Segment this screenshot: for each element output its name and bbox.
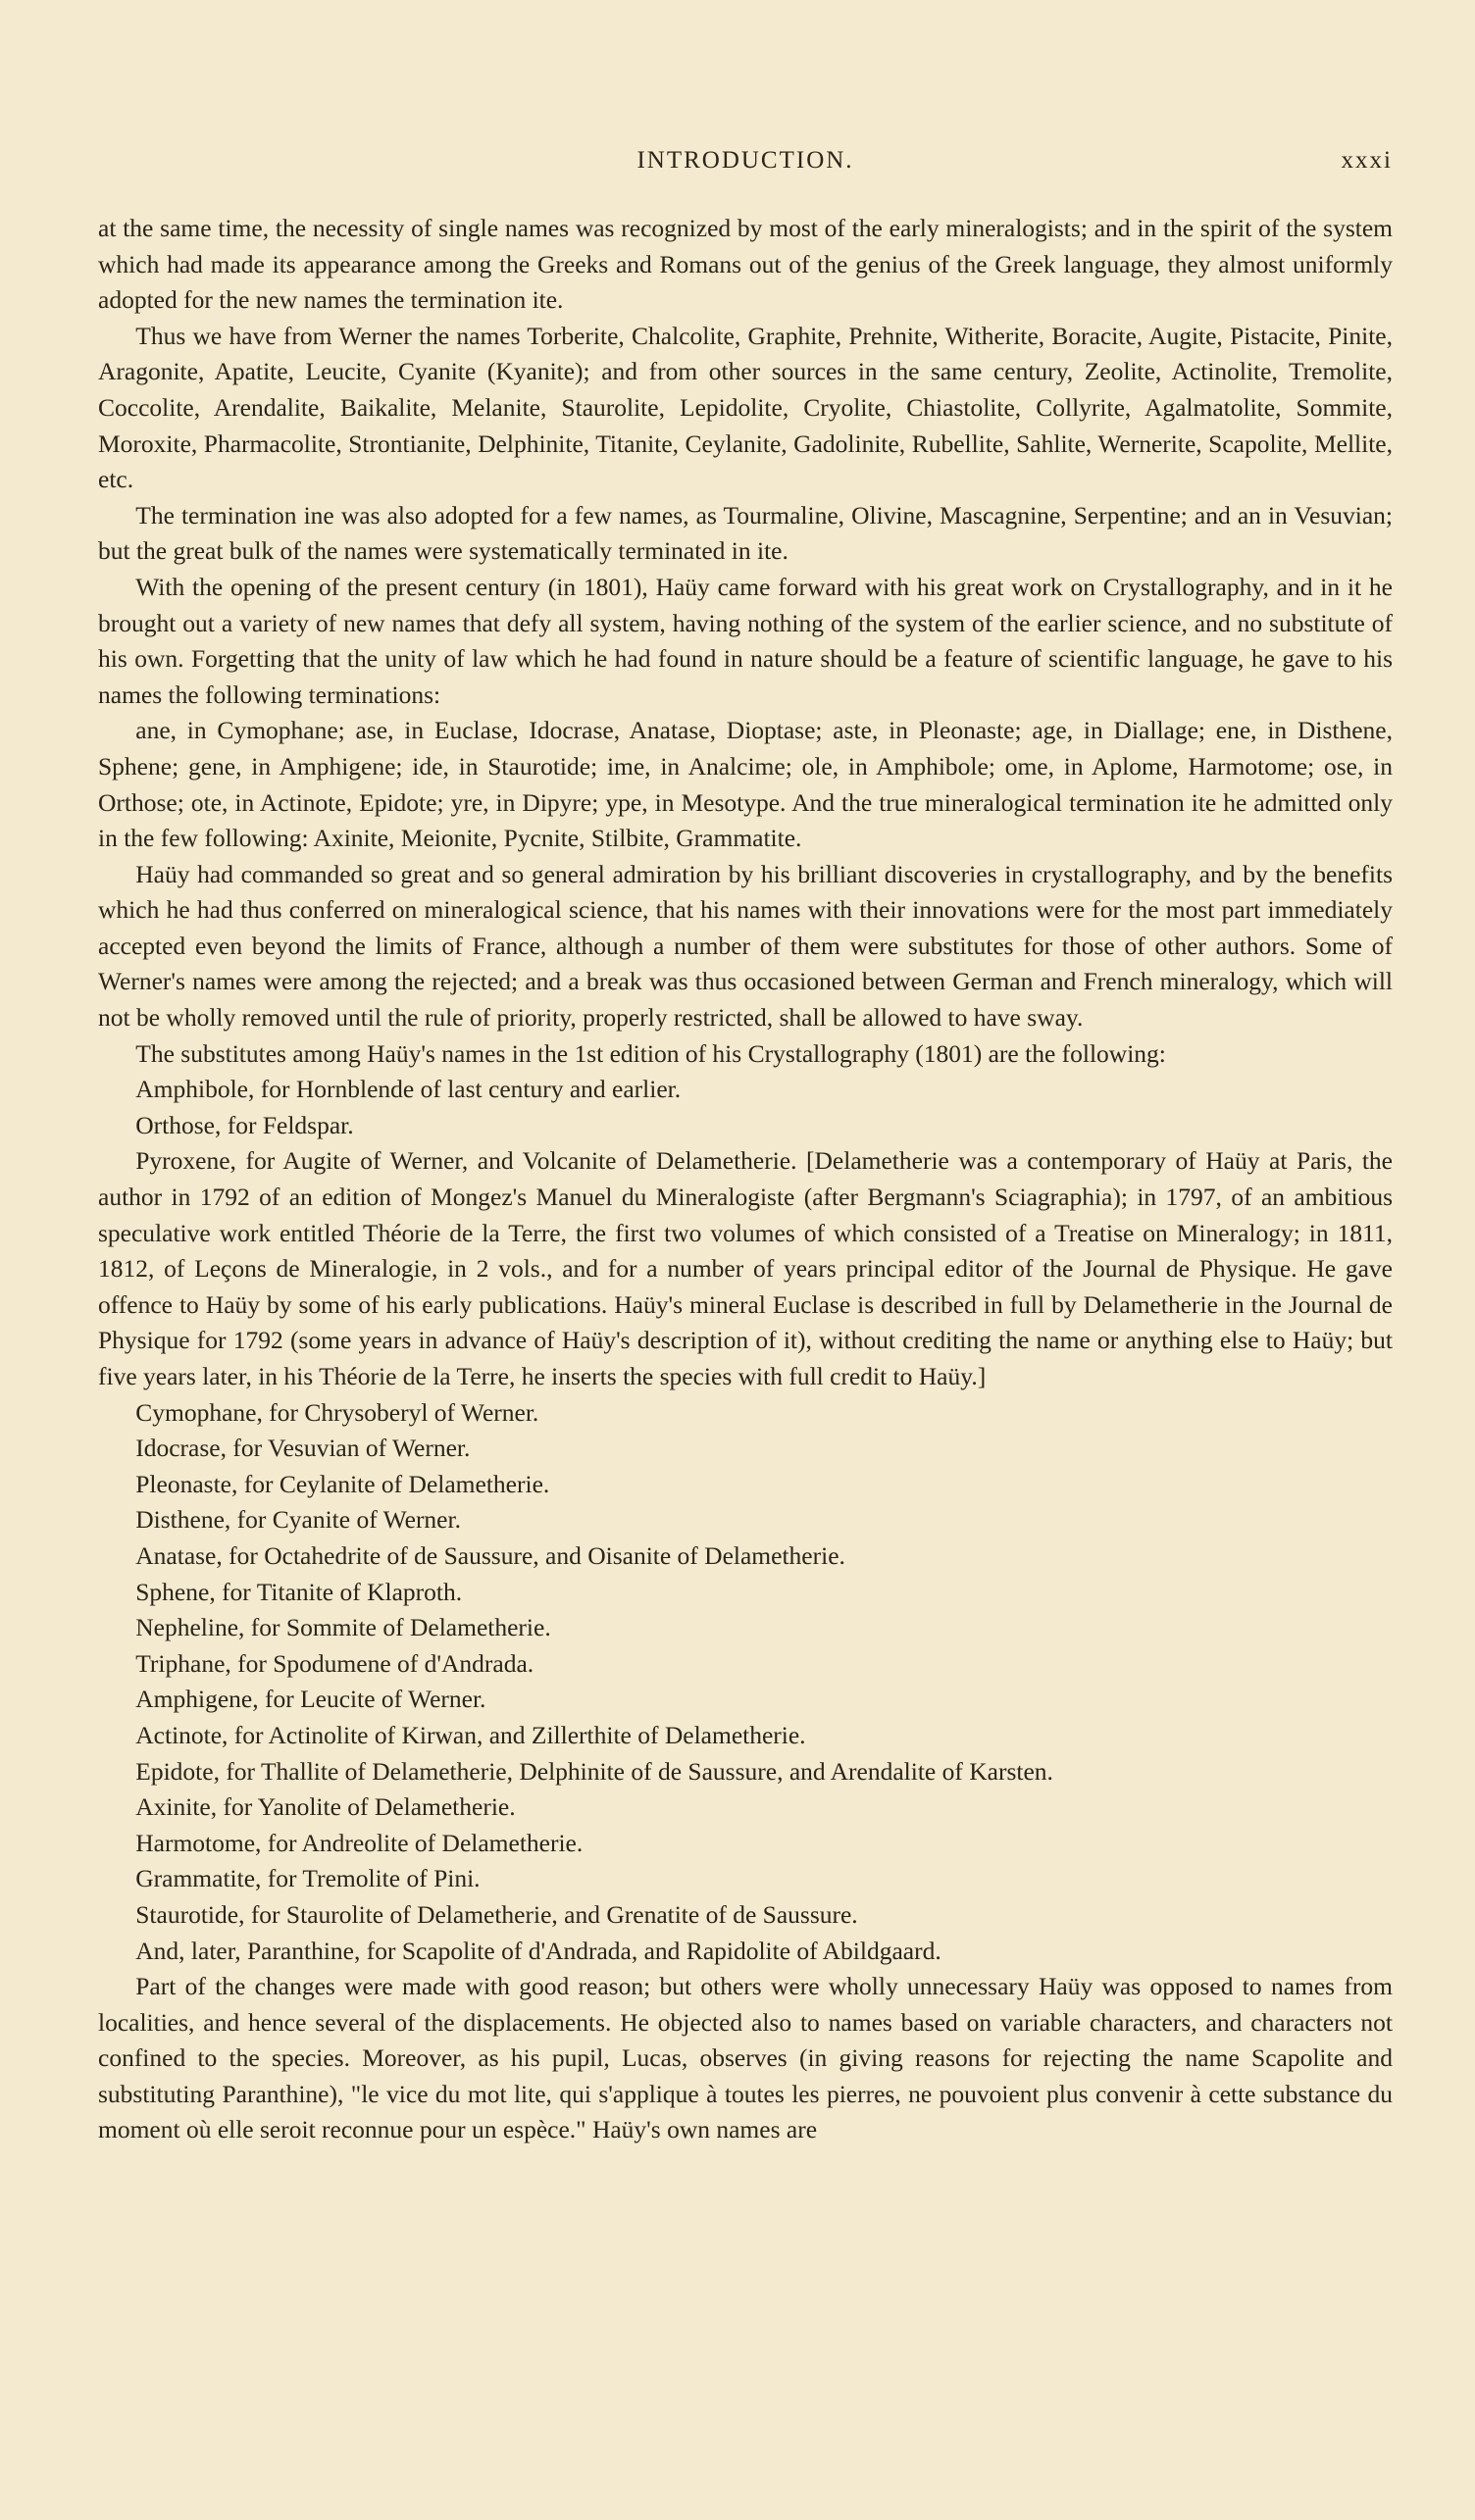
list-item: Cymophane, for Chrysoberyl of Werner. [135, 1397, 539, 1427]
list-item: And, later, Paranthine, for Scapolite of d'Andrada, and Rapidolite of Abildgaard. [135, 1936, 941, 1965]
paragraph: Haüy had commanded so great and so general admiration by his brilliant discoveries in crystallography, and by the benefits which he had thus conferred on mineralogical science, that his names with their innovations were for the most part immediately accepted even beyond the limits of France, although a number of them were substitutes for those of other authors. Some of Werner's names were among the rejected; and a break was thus occasioned between German and French mineralogy, which will not be wholly removed until the rule of priority, properly restricted, shall be allowed to have sway. [98, 859, 1393, 1033]
page-number: xxxi [1341, 147, 1393, 174]
paragraph: With the opening of the present century (in 1801), Haüy came forward with his great work on Crystallography, and in it he brought out a variety of new names that defy all system, having nothing of the system of the earlier science, and no substitute of his own. Forgetting that the unity of law which he had found in nature should be a feature of scientific language, he gave to his names the following terminations: [98, 572, 1393, 709]
paragraph: at the same time, the necessity of single names was recognized by most of the early mineralogists; and in the spirit of the system which had made its appearance among the Greeks and Romans out of the genius of the Greek language, they almost uniformly adopted for the new names the termination ite. [98, 214, 1393, 315]
list-item: Axinite, for Yanolite of Delametherie. [135, 1792, 516, 1822]
list-item: Actinote, for Actinolite of Kirwan, and Zillerthite of Delametherie. [135, 1720, 806, 1749]
list-item: Grammatite, for Tremolite of Pini. [135, 1864, 481, 1893]
list-item: Staurotide, for Staurolite of Delametherie, and Grenatite of de Saussure. [135, 1899, 858, 1929]
list-item: Epidote, for Thallite of Delametherie, Delphinite of de Saussure, and Arendalite of Karsten. [135, 1756, 1053, 1786]
list-item: Orthose, for Feldspar. [135, 1110, 354, 1139]
paragraph: Pyroxene, for Augite of Werner, and Volcanite of Delametherie. [Delametherie was a contemporary of Haüy at Paris, the author in 1792 of an edition of Mongez's Manuel du Mineralogiste (after Bergmann's Sciagraphia); in 1797, of an ambitious speculative work entitled Théorie de la Terre, the first two volumes of which consisted of a Treatise on Mineralogy; in 1811, 1812, of Leçons de Mineralogie, in 2 vols., and for a number of years principal editor of the Journal de Physique. He gave offence to Haüy by some of his early publications. Haüy's mineral Euclase is described in full by Delametherie in the Journal de Physique for 1792 (some years in advance of Haüy's description of it), without crediting the name or anything else to Haüy; but five years later, in his Théorie de la Terre, he inserts the species with full credit to Haüy.] [98, 1146, 1393, 1390]
list-item: Sphene, for Titanite of Klaproth. [135, 1577, 463, 1606]
list-item: Triphane, for Spodumene of d'Andrada. [135, 1648, 534, 1678]
page-body [98, 211, 1393, 2148]
list-item: Amphibole, for Hornblende of last century and earlier. [135, 1075, 682, 1104]
paragraph: Part of the changes were made with good reason; but others were wholly unnecessary Haüy was opposed to names from localities, and hence several of the displacements. He objected also to names based on variable characters, and characters not confined to the species. Moreover, as his pupil, Lucas, observes (in giving reasons for rejecting the name Scapolite and substituting Paranthine), "le vice du mot lite, qui s'applique à toutes les pierres, ne pouvoient plus convenir à cette substance du moment où elle seroit reconnue pour un espèce." Haüy's own names are [98, 1972, 1393, 2144]
paragraph: The termination ine was also adopted for a few names, as Tourmaline, Olivine, Mascagnine, Serpentine; and an in Vesuvian; but the great bulk of the names were systematically terminated in ite. [98, 500, 1393, 566]
list-item: Amphigene, for Leucite of Werner. [135, 1685, 486, 1714]
paragraph: Thus we have from Werner the names Torberite, Chalcolite, Graphite, Prehnite, Witherite, Boracite, Augite, Pistacite, Pinite, Aragonite, Apatite, Leucite, Cyanite (Kyanite); and from other sources in the same century, Zeolite, Actinolite, Tremolite, Coccolite, Arendalite, Baikalite, Melanite, Staurolite, Lepidolite, Cryolite, Chiastolite, Collyrite, Agalmatolite, Sommite, Moroxite, Pharmacolite, Strontianite, Delphinite, Titanite, Ceylanite, Gadolinite, Rubellite, Sahlite, Wernerite, Scapolite, Mellite, etc. [98, 321, 1393, 494]
page-header [98, 147, 1393, 186]
list-item: Disthene, for Cyanite of Werner. [135, 1505, 461, 1535]
paragraph: ane, in Cymophane; ase, in Euclase, Idocrase, Anatase, Dioptase; aste, in Pleonaste; age, in Diallage; ene, in Disthene, Sphene; gene, in Amphigene; ide, in Staurotide; ime, in Analcime; ole, in Amphibole; ome, in Aplome, Harmotome; ose, in Orthose; ote, in Actinote, Epidote; yre, in Dipyre; ype, in Mesotype. And the true mineralogical termination ite he admitted only in the few following: Axinite, Meionite, Pycnite, Stilbite, Grammatite. [98, 716, 1393, 853]
running-title: INTRODUCTION. [636, 147, 854, 174]
list-item: Anatase, for Octahedrite of de Saussure, and Oisanite of Delametherie. [135, 1540, 845, 1570]
list-item: Nepheline, for Sommite of Delametherie. [135, 1613, 551, 1642]
list-item: Harmotome, for Andreolite of Delametherie. [135, 1828, 584, 1857]
list-item: Idocrase, for Vesuvian of Werner. [135, 1434, 471, 1463]
paragraph: The substitutes among Haüy's names in the 1st edition of his Crystallography (1801) are the following: [135, 1038, 1166, 1068]
list-item: Pleonaste, for Ceylanite of Delametherie. [135, 1469, 550, 1498]
